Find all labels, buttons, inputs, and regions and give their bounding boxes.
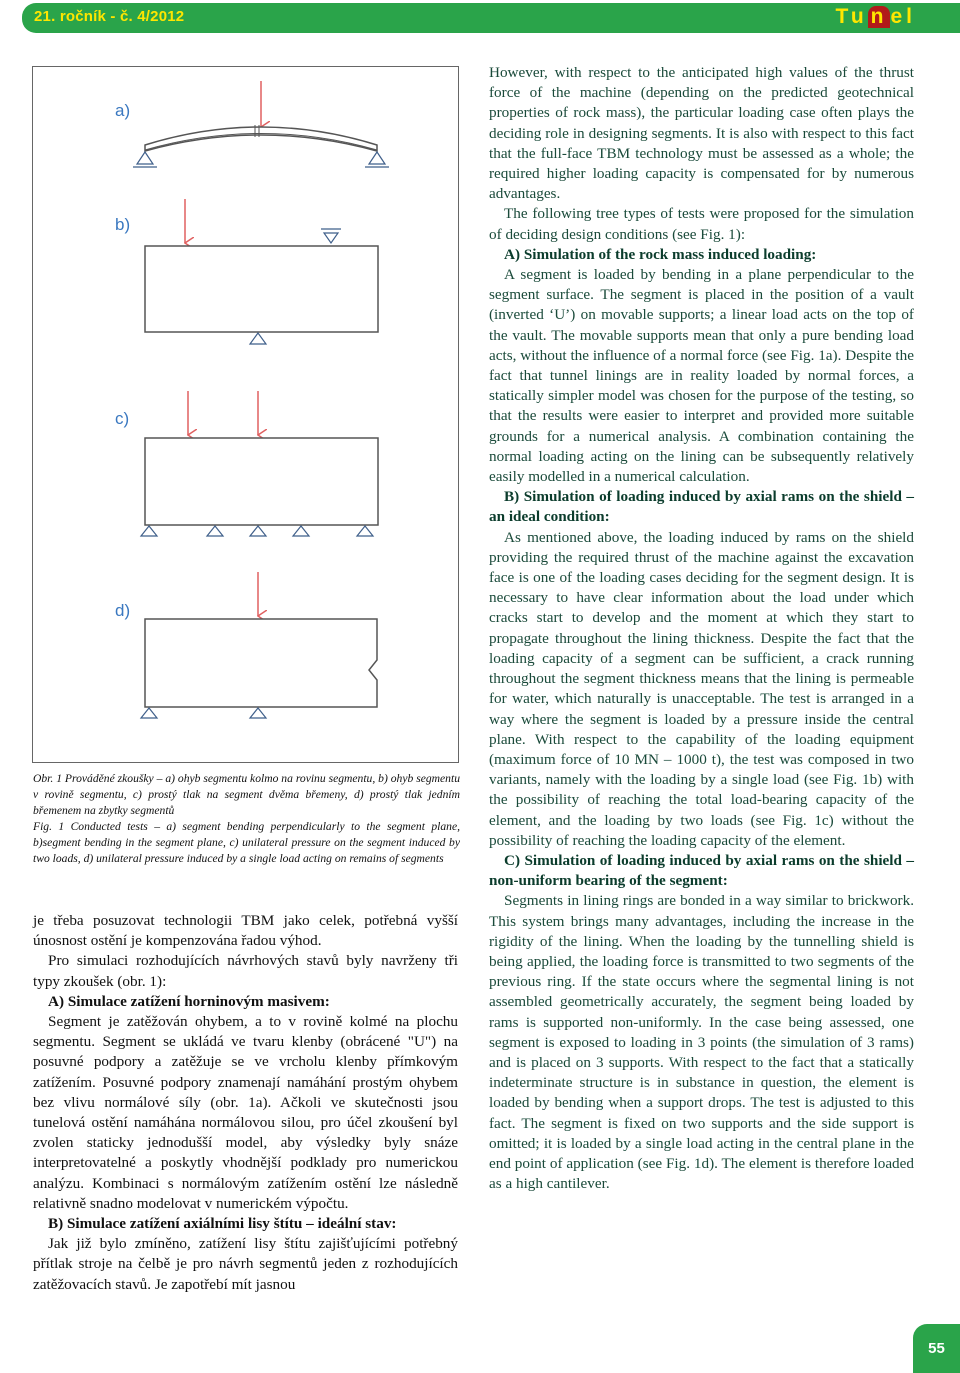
figure-caption	[33, 771, 460, 868]
left-paragraph: Segment je zatěžován ohybem, a to v rovině kolmé na plochu segmentu. Segment se ukládá ve tvaru klenby (obrácené "U") na posuvné podpory a zatěžuje se ve vrcholu klenby přímkovým zatížením. Posuvné podpory znamenají namáhání prostým ohybem bez vlivu normálové síly (obr. 1a). Ačkoli ve skutečnosti jsou tunelová ostění namáhána normálovou silou, pro účel zkoušení byl zvolen staticky jednodušší model, aby výsledky byly snáze interpretovatelné a poskytly vhodnější podklady pro numerickou analýzu. Kombinaci s normálovým zatížením ostění lze následně relativně snadno modelovat v numerickém výpočtu.	[33, 1013, 458, 1212]
segment-remains-d	[145, 619, 377, 707]
fixed-support-b	[321, 229, 341, 243]
right-paragraph: However, with respect to the anticipated high values of the thrust force of the machine (depending on the predicted geotechnical properties of rock mass), the particular loading case often plays the deciding role in designing segments. It is also with respect to this fact that the full-face TBM technology must be assessed as a whole; the required higher loading capacity is compensated for by numerous advantages.	[489, 64, 914, 203]
right-heading-b: B) Simulation of loading induced by axial rams on the shield – an ideal condition:	[489, 488, 914, 526]
figure-label-d: d)	[115, 601, 131, 620]
figure-drawing	[33, 67, 460, 764]
logo-part-1: Tu	[835, 5, 868, 28]
vault-segment-a	[145, 127, 377, 151]
logo-part-2: n	[868, 6, 891, 28]
segment-block-b	[145, 246, 378, 332]
left-column	[33, 911, 458, 1295]
figure-label-c: c)	[115, 409, 130, 428]
right-paragraph: Segments in lining rings are bonded in a way similar to brickwork. This system brings many advantages, including the increase in the rigidity of the lining. When the loading by the tunnelling shield is being applied, the loading force is transmitted to two segments of the previous ring. If the state occurs where the segmental lining is not assembled geometrically accurately, the segment being loaded by rams is supported non-uniformly. In the case being assessed, one segment is exposed to loading in 3 points (the simulation of 3 rams) and is placed on 3 supports. With respect to the fact that a statically indeterminate structure is in substance in question, the element is loaded by bending when a support drops. The test is adjusted to this fact. The segment is fixed on two supports and the side support is omitted; it is loaded by a single load acting in the central plane in the end point of application (see Fig. 1d). The element is therefore loaded as a high cantilever.	[489, 892, 914, 1193]
right-heading-a: A) Simulation of the rock mass induced loading:	[504, 245, 817, 263]
right-paragraph: A segment is loaded by bending in a plane perpendicular to the segment surface. The segment is placed in the position of a vault (inverted ‘U’) on movable supports; a linear load acts on the top of the vault. The movable supports mean that only a pure bending load acts, without the influence of a normal force (see Fig. 1a). Despite the fact that tunnel linings are in reality loaded by normal forces, a statically simpler model was chosen for the purpose of the testing, so that the results were easier to interpret and provided more suitable grounds for a numerical analysis. A combination containing the normal loading acting on the lining can be subsequently relatively easily modelled in a numerical calculation.	[489, 266, 914, 486]
supports-c	[141, 526, 373, 536]
support-right-a	[365, 152, 389, 167]
figure-label-b: b)	[115, 215, 131, 234]
caption-czech: Obr. 1 Prováděné zkoušky – a) ohyb segmentu kolmo na rovinu segmentu, b) ohyb segmentu v rovině segmentu, c) prostý tlak na segment dvěma břemeny, d) prostý tlak jedním břemenem na zbytky segmentů	[33, 772, 460, 818]
tunel-logo	[836, 5, 916, 29]
right-heading-c: C) Simulation of loading induced by axial rams on the shield – non-uniform bearing of the segment:	[489, 851, 914, 890]
figure-test-setups	[32, 66, 459, 763]
figure-label-a: a)	[115, 101, 131, 120]
left-heading-b: B) Simulace zatížení axiálními lisy štítu – ideální stav:	[48, 1215, 397, 1233]
logo-part-3: el	[890, 5, 916, 28]
support-b	[250, 333, 266, 344]
right-column	[489, 63, 914, 1194]
supports-d	[141, 708, 266, 718]
left-paragraph: je třeba posuzovat technologii TBM jako celek, potřebná vyšší únosnost ostění je kompenzována řadou výhod.	[33, 912, 458, 950]
page-number: 55	[913, 1324, 960, 1373]
right-paragraph: The following tree types of tests were proposed for the simulation of deciding design conditions (see Fig. 1):	[489, 205, 914, 243]
left-paragraph: Pro simulaci rozhodujících návrhových stavů byly navrženy tři typy zkoušek (obr. 1):	[33, 952, 458, 990]
support-left-a	[133, 152, 157, 167]
right-paragraph: As mentioned above, the loading induced by rams on the shield providing the required thrust of the machine against the excavation face is one of the loading cases deciding for the segment design. It is necessary to have clear information about the load under which cracks start to develop and the moment at which they start to propagate throughout the lining thickness. Despite the fact that the loading capacity of a segment can be sufficient, a crack running throughout the segment thickness means that the lining is permeable for water, which naturally is unacceptable. The test is arranged in a way where the segment is loaded by a pressure inside the central plane. With respect to the capability of the loading equipment (maximum force of 10 MN – 1000 t), the test was composed in two variants, namely with the loading by a single load (see Fig. 1b) with the possibility of reaching the total load-bearing capacity of the element, and the loading by two loads (see Fig. 1c) without the possibility of reaching the loading capacity of the element.	[489, 528, 914, 849]
issue-label: 21. ročník - č. 4/2012	[34, 8, 185, 25]
left-paragraph: Jak již bylo zmíněno, zatížení lisy štítu zajišťujícími potřebný přítlak stroje na čelbě je pro návrh segmentů jeden z rozhodujících zatěžovacích stavů. Je zapotřebí mít jasnou	[33, 1235, 458, 1293]
segment-block-c	[145, 438, 378, 525]
left-heading-a: A) Simulace zatížení horninovým masivem:	[48, 992, 330, 1010]
caption-english: Fig. 1 Conducted tests – a) segment bending perpendicularly to the segment plane, b)segment bending in the segment plane, c) unilateral pressure on the segment induced by two loads, d) unilateral pressure induced by a single load acting on remains of segments	[33, 820, 460, 866]
